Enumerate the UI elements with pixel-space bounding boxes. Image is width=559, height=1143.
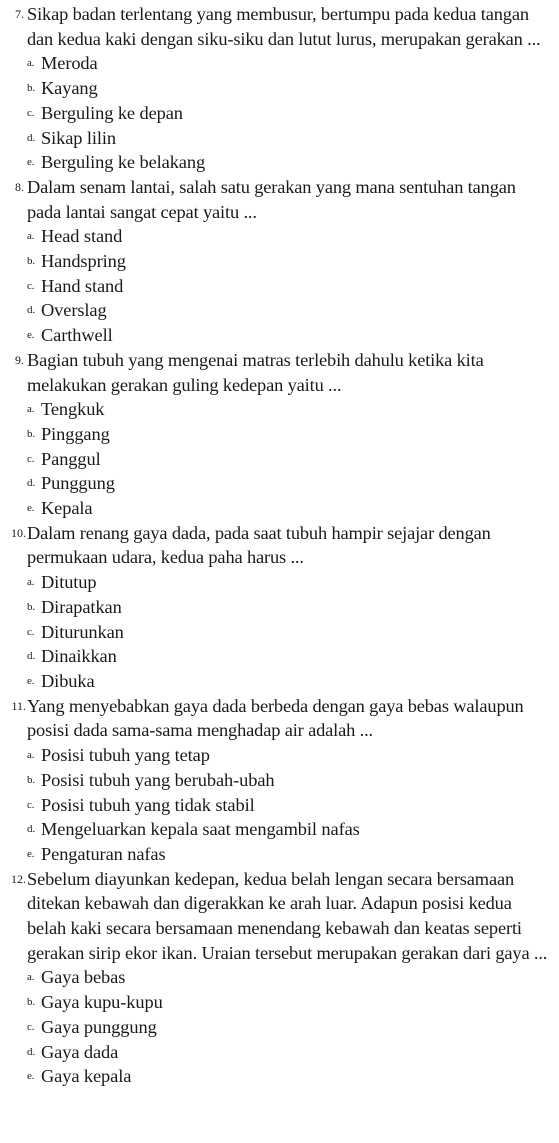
- option-text: Dirapatkan: [41, 596, 122, 617]
- option-list: [27, 51, 551, 175]
- option-text: Head stand: [41, 226, 123, 247]
- option-letter: e.: [27, 156, 35, 169]
- option-letter: c.: [27, 1020, 35, 1033]
- question-text: Dalam senam lantai, salah satu gerakan yang mana sentuhan tangan pada lantai sangat cepat yaitu ...: [27, 176, 516, 222]
- option-letter: d.: [27, 131, 36, 144]
- option-letter: b.: [27, 427, 36, 440]
- question-number: 12.: [11, 871, 26, 886]
- option-b[interactable]: [27, 422, 551, 447]
- option-letter: b.: [27, 996, 36, 1009]
- option-text: Carthwell: [41, 325, 113, 346]
- option-letter: a.: [27, 57, 35, 70]
- option-text: Posisi tubuh yang tetap: [41, 745, 210, 766]
- question-number: 11.: [11, 698, 26, 713]
- question-text: Sebelum diayunkan kedepan, kedua belah lengan secara bersamaan ditekan kebawah dan digerakkan ke arah luar. Adapun posisi kedua belah kaki secara bersamaan menendang kebawah dan keatas seperti gerakan sirip ekor ikan. Uraian tersebut merupakan gerakan dari gaya ...: [27, 868, 548, 963]
- option-text: Sikap lilin: [41, 127, 117, 148]
- option-letter: c.: [27, 452, 35, 465]
- option-d[interactable]: [27, 644, 551, 669]
- option-e[interactable]: [27, 323, 551, 348]
- option-b[interactable]: [27, 595, 551, 620]
- option-letter: d.: [27, 650, 36, 663]
- option-c[interactable]: [27, 101, 551, 126]
- option-b[interactable]: [27, 249, 551, 274]
- option-list: [27, 570, 551, 694]
- option-text: Dinaikkan: [41, 646, 117, 667]
- option-letter: b.: [27, 255, 36, 268]
- option-text: Posisi tubuh yang tidak stabil: [41, 794, 255, 815]
- option-letter: b.: [27, 82, 36, 95]
- question-text: Bagian tubuh yang mengenai matras terlebih dahulu ketika kita melakukan gerakan guling kedepan yaitu ...: [27, 349, 484, 395]
- option-letter: a.: [27, 749, 35, 762]
- option-letter: c.: [27, 798, 35, 811]
- option-letter: c.: [27, 106, 35, 119]
- option-letter: a.: [27, 576, 35, 589]
- option-letter: e.: [27, 502, 35, 515]
- option-letter: e.: [27, 847, 35, 860]
- option-text: Overslag: [41, 300, 107, 321]
- option-letter: d.: [27, 477, 36, 490]
- question-number: 7.: [15, 7, 24, 21]
- option-text: Dibuka: [41, 670, 95, 691]
- option-text: Posisi tubuh yang berubah-ubah: [41, 769, 275, 790]
- option-d[interactable]: [27, 471, 551, 496]
- question-number: 10.: [11, 525, 26, 540]
- option-text: Pinggang: [41, 423, 110, 444]
- option-letter: d.: [27, 304, 36, 317]
- option-d[interactable]: [27, 126, 551, 151]
- option-letter: c.: [27, 625, 35, 638]
- option-letter: e.: [27, 1070, 35, 1083]
- option-letter: e.: [27, 329, 35, 342]
- question-text: Dalam renang gaya dada, pada saat tubuh hampir sejajar dengan permukaan udara, kedua paha harus ...: [27, 522, 491, 568]
- option-letter: a.: [27, 403, 35, 416]
- option-c[interactable]: [27, 620, 551, 645]
- option-letter: c.: [27, 279, 35, 292]
- option-a[interactable]: [27, 570, 551, 595]
- option-text: Kayang: [41, 78, 98, 99]
- question-text: Yang menyebabkan gaya dada berbeda dengan gaya bebas walaupun posisi dada sama-sama menghadap air adalah ...: [27, 695, 524, 741]
- question-11: [0, 694, 559, 867]
- option-b[interactable]: [27, 768, 551, 793]
- option-text: Punggung: [41, 473, 115, 494]
- option-text: Berguling ke belakang: [41, 152, 206, 173]
- option-e[interactable]: [27, 669, 551, 694]
- option-a[interactable]: [27, 224, 551, 249]
- option-b[interactable]: [27, 990, 551, 1015]
- option-text: Gaya kupu-kupu: [41, 992, 163, 1013]
- option-text: Mengeluarkan kepala saat mengambil nafas: [41, 819, 360, 840]
- option-text: Gaya kepala: [41, 1066, 132, 1087]
- question-text: Sikap badan terlentang yang membusur, bertumpu pada kedua tangan dan kedua kaki dengan siku-siku dan lutut lurus, merupakan gerakan ...: [27, 4, 541, 49]
- option-text: Pengaturan nafas: [41, 843, 166, 864]
- option-text: Gaya bebas: [41, 967, 126, 988]
- option-a[interactable]: [27, 397, 551, 422]
- option-text: Ditutup: [41, 572, 97, 593]
- question-list: [0, 2, 559, 1089]
- question-8: [0, 175, 559, 348]
- option-text: Gaya dada: [41, 1041, 119, 1062]
- option-b[interactable]: [27, 76, 551, 101]
- option-c[interactable]: [27, 447, 551, 472]
- option-letter: a.: [27, 230, 35, 243]
- question-7: [0, 2, 559, 175]
- option-list: [27, 965, 551, 1089]
- option-text: Meroda: [41, 53, 98, 74]
- option-e[interactable]: [27, 842, 551, 867]
- option-letter: b.: [27, 600, 36, 613]
- question-number: 8.: [15, 179, 24, 194]
- option-letter: a.: [27, 971, 35, 984]
- option-d[interactable]: [27, 298, 551, 323]
- option-letter: d.: [27, 823, 36, 836]
- option-c[interactable]: [27, 274, 551, 299]
- option-text: Hand stand: [41, 275, 124, 296]
- option-list: [27, 743, 551, 867]
- question-10: [0, 521, 559, 694]
- option-list: [27, 397, 551, 521]
- question-12: [0, 867, 559, 1089]
- option-text: Tengkuk: [41, 399, 105, 420]
- option-e[interactable]: [27, 496, 551, 521]
- option-letter: d.: [27, 1045, 36, 1058]
- option-letter: b.: [27, 773, 36, 786]
- option-a[interactable]: [27, 51, 551, 76]
- option-a[interactable]: [27, 743, 551, 768]
- option-d[interactable]: [27, 1040, 551, 1065]
- option-c[interactable]: [27, 793, 551, 818]
- option-c[interactable]: [27, 1015, 551, 1040]
- option-a[interactable]: [27, 965, 551, 990]
- option-text: Gaya punggung: [41, 1016, 157, 1037]
- option-d[interactable]: [27, 817, 551, 842]
- option-text: Diturunkan: [41, 621, 124, 642]
- option-e[interactable]: [27, 1064, 551, 1089]
- option-text: Kepala: [41, 498, 93, 519]
- option-list: [27, 224, 551, 348]
- option-text: Handspring: [41, 251, 126, 272]
- option-text: Berguling ke depan: [41, 102, 183, 123]
- option-letter: e.: [27, 674, 35, 687]
- question-9: [0, 348, 559, 521]
- option-e[interactable]: [27, 150, 551, 175]
- option-text: Panggul: [41, 448, 101, 469]
- question-number: 9.: [15, 352, 24, 367]
